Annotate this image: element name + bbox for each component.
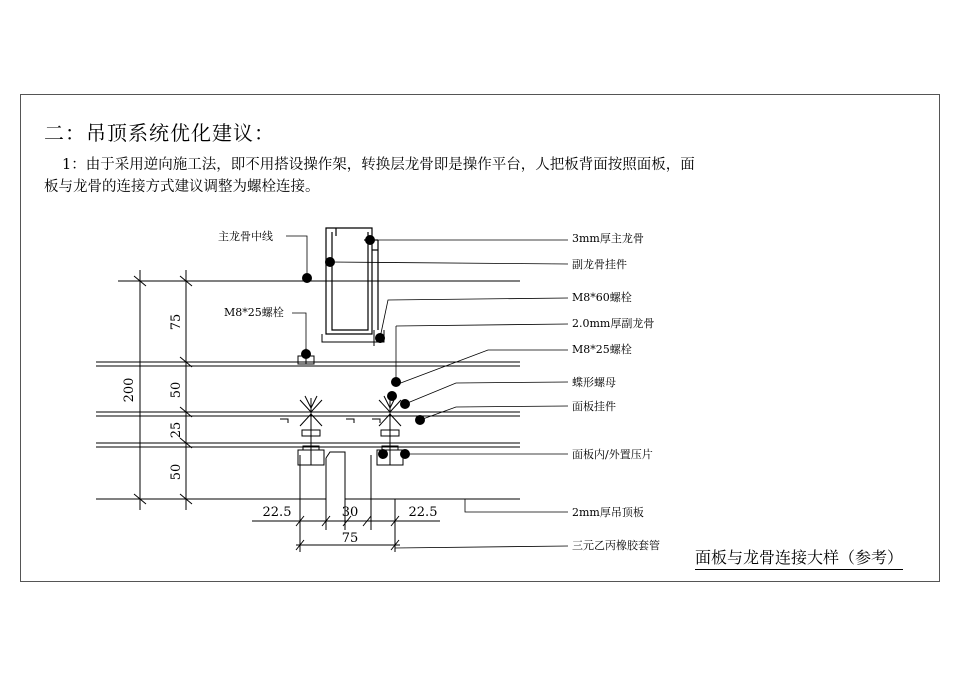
- dot-sub-keel-hanger: [325, 257, 335, 267]
- dim-vertical-seg-4: 50: [169, 463, 184, 481]
- label-bolt-m8x25-left: M8*25螺栓: [224, 306, 284, 319]
- paragraph-line-2: 板与龙骨的连接方式建议调整为螺栓连接。: [44, 179, 320, 195]
- dim-vertical-seg-3: 25: [169, 421, 184, 439]
- dim-vertical-seg-2: 50: [169, 381, 184, 399]
- dot-panel-clip-in: [378, 449, 388, 459]
- keel-hanger-bracket: [322, 330, 384, 342]
- dot-wing-nut: [387, 391, 397, 401]
- drawing-caption: 面板与龙骨连接大样（参考）: [695, 545, 903, 570]
- dot-bolt-m8x60: [375, 333, 385, 343]
- label-panel-clip: 面板内/外置压片: [572, 448, 653, 461]
- label-main-keel-3mm: 3mm厚主龙骨: [572, 232, 644, 245]
- leader-lines: [286, 236, 568, 548]
- dot-wing-nut-2: [400, 399, 410, 409]
- left-bolt-assembly: [298, 396, 324, 465]
- dim-horizontal-seg-1: 22.5: [262, 505, 292, 520]
- dot-bolt-m8x25: [391, 377, 401, 387]
- dot-panel-clip-out: [400, 449, 410, 459]
- label-main-keel-centerline: 主龙骨中线: [218, 230, 273, 243]
- dim-horizontal-seg-2: 30: [341, 505, 359, 520]
- label-epdm-sleeve: 三元乙丙橡胶套管: [572, 539, 660, 552]
- dim-horizontal-total: 75: [341, 531, 359, 546]
- paragraph-line-1: 1：由于采用逆向施工法，即不用搭设操作架，转换层龙骨即是操作平台，人把板背面按照面板，面: [62, 157, 695, 173]
- callout-dots: [301, 235, 425, 459]
- panel-clip-marks: [280, 419, 380, 423]
- dim-horizontal-seg-3: 22.5: [408, 505, 438, 520]
- label-sub-keel-hanger: 副龙骨挂件: [572, 258, 627, 271]
- dot-left-bolt: [301, 349, 311, 359]
- label-panel-hanger: 面板挂件: [572, 400, 616, 413]
- dot-main-keel-centerline: [302, 273, 312, 283]
- label-wing-nut: 蝶形螺母: [572, 376, 616, 389]
- label-sub-keel-2mm: 2.0mm厚副龙骨: [572, 317, 655, 330]
- dot-panel-hanger: [415, 415, 425, 425]
- label-ceiling-panel-2mm: 2mm厚吊顶板: [572, 506, 644, 519]
- dim-vertical-seg-1: 75: [169, 313, 184, 331]
- label-bolt-m8x25-right: M8*25螺栓: [572, 343, 632, 356]
- section-heading: 二：吊顶系统优化建议：: [44, 121, 275, 145]
- dim-vertical-total: 200: [122, 377, 137, 403]
- label-bolt-m8x60: M8*60螺栓: [572, 291, 632, 304]
- dot-main-keel: [365, 235, 375, 245]
